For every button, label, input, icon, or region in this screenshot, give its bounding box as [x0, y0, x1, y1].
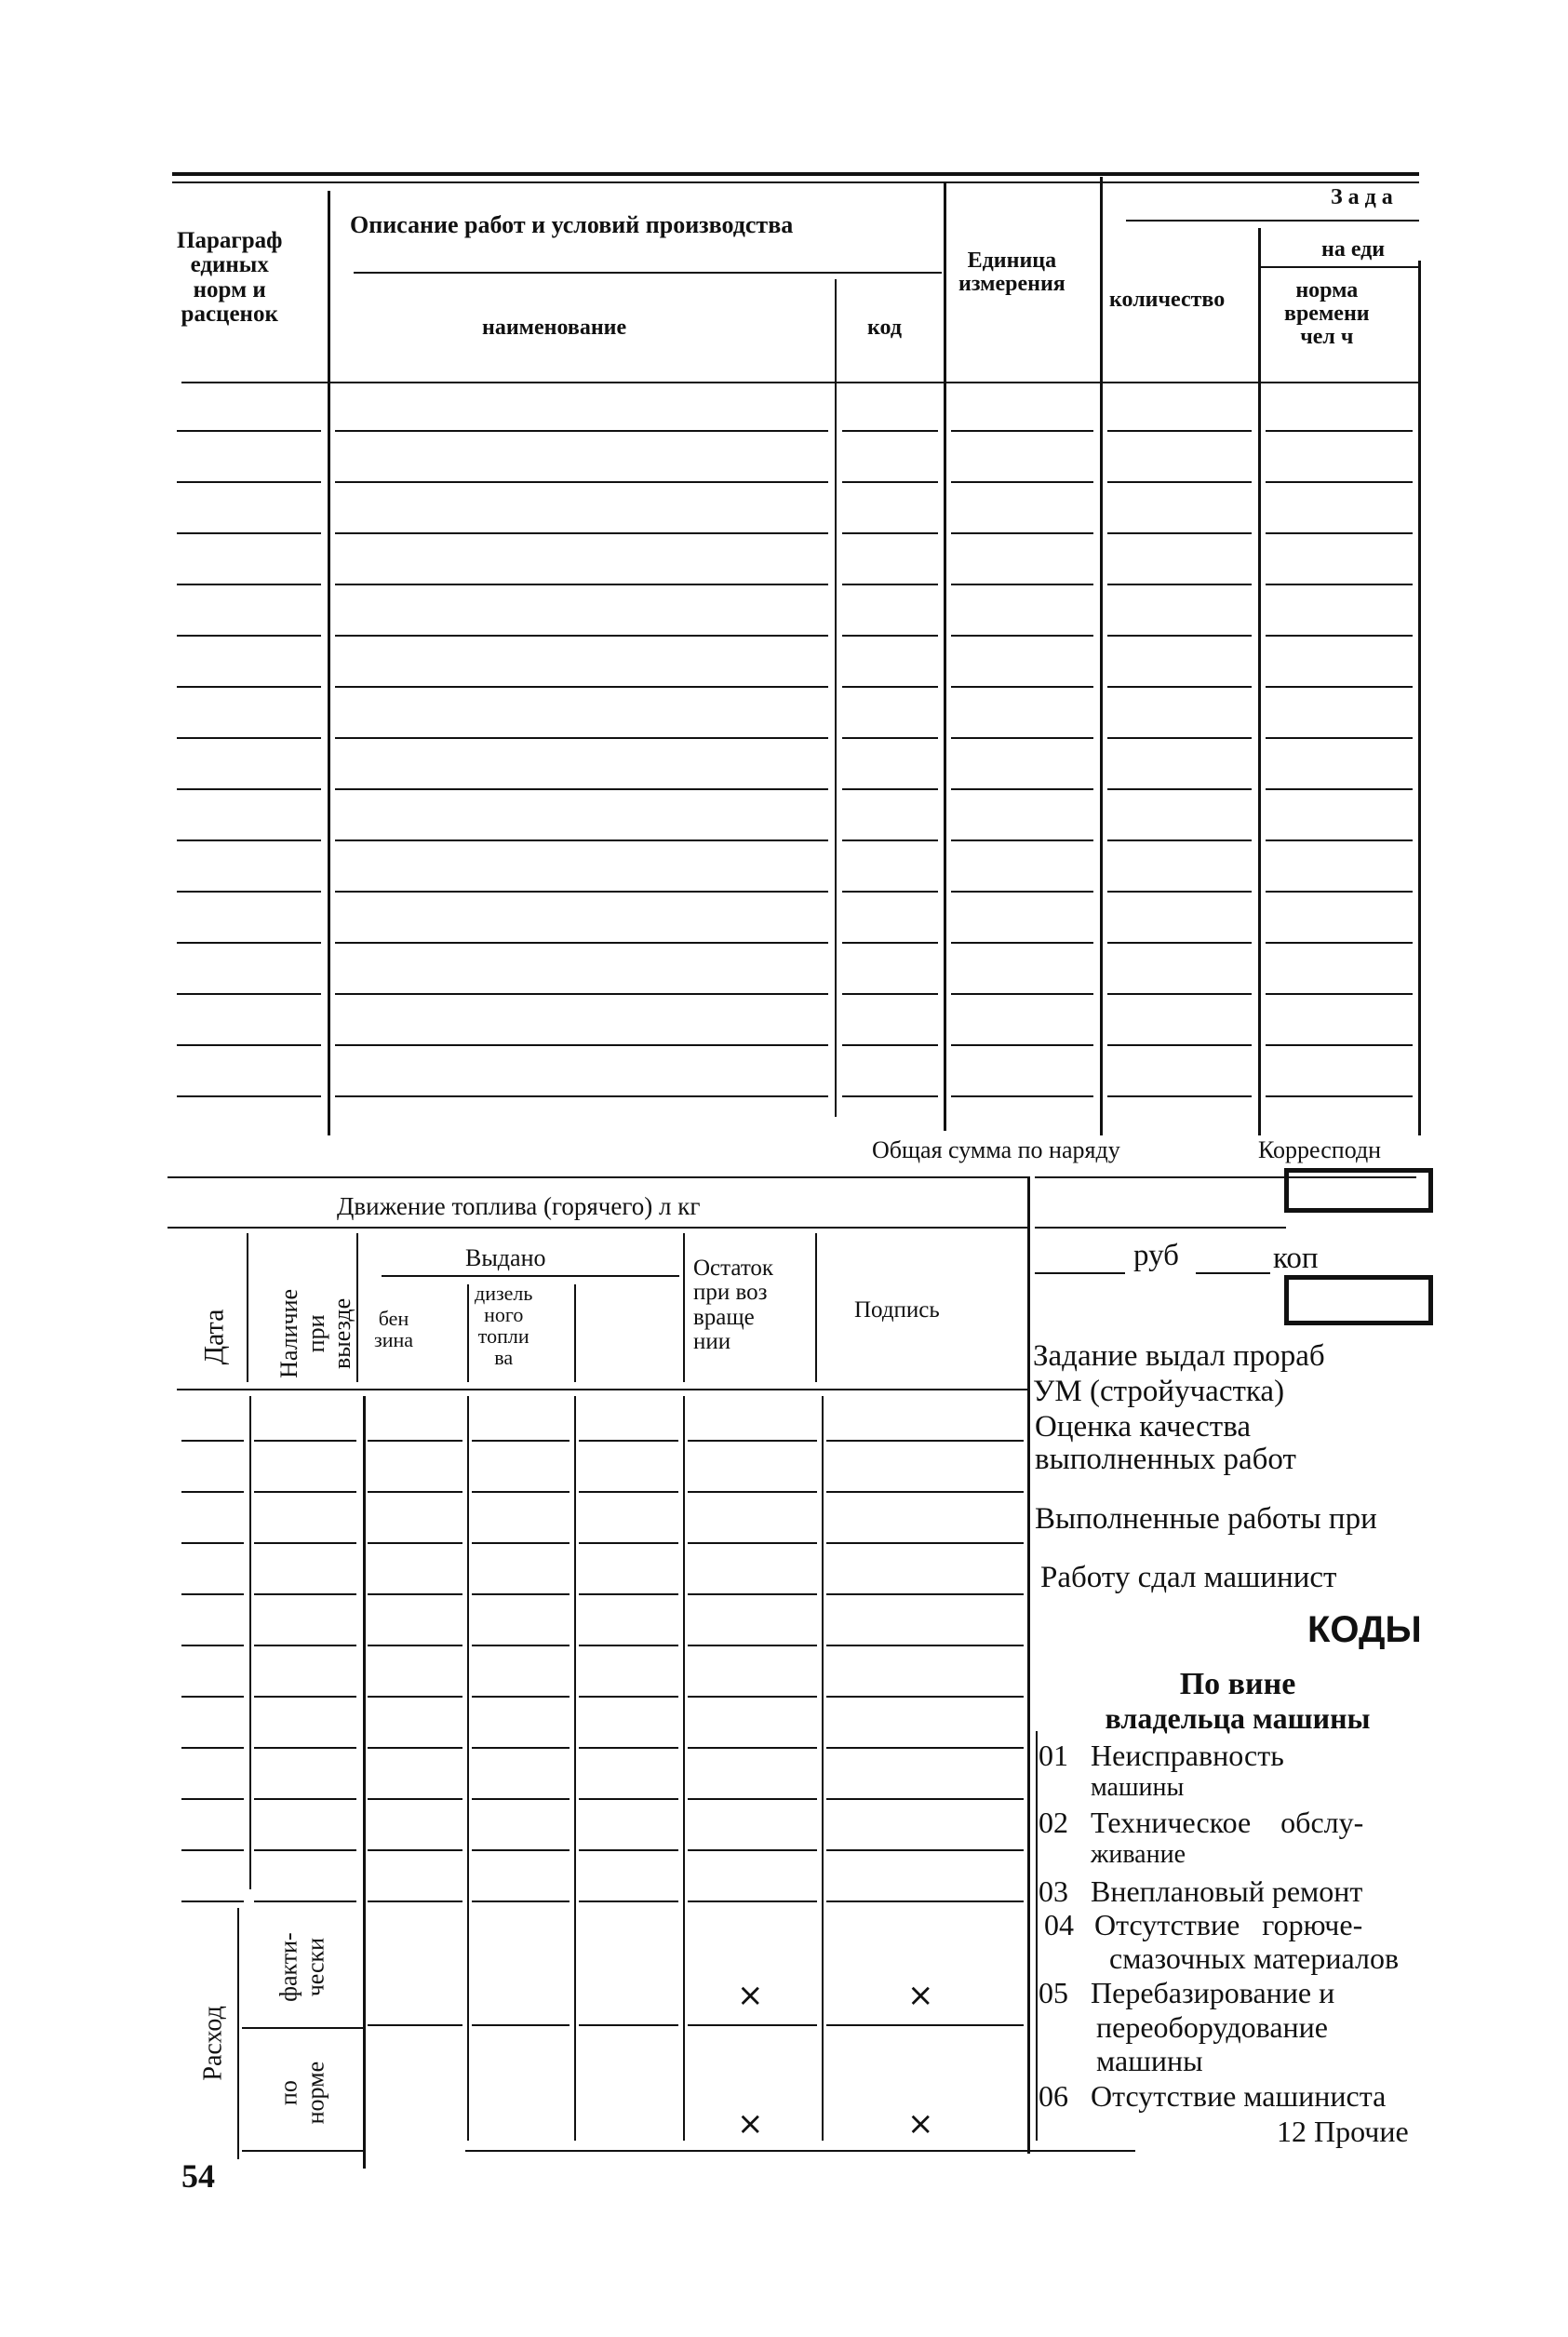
fuel-row-rule — [254, 1798, 356, 1800]
row-rule — [177, 1044, 321, 1046]
row-rule — [1266, 788, 1413, 790]
row-rule — [1107, 584, 1252, 585]
row-rule — [1266, 430, 1413, 432]
code-02-text: Техническое обслу- — [1091, 1806, 1364, 1839]
fuel-row-rule — [579, 1491, 678, 1493]
code-04-num: 04 — [1044, 1908, 1074, 1941]
fuel-row-rule — [826, 1542, 1024, 1544]
row-rule — [951, 891, 1093, 893]
fuel-row-rule — [826, 1798, 1024, 1800]
row-rule — [951, 430, 1093, 432]
col-quantity-header: количество — [1109, 288, 1226, 312]
row-rule — [842, 993, 938, 995]
row-rule — [951, 993, 1093, 995]
fuel-row-rule — [368, 1798, 462, 1800]
fuel-row-rule — [254, 1645, 356, 1646]
fuel-row-rule — [579, 1900, 678, 1902]
row-rule — [1107, 942, 1252, 944]
fuel-row-rule — [181, 1440, 244, 1442]
fuel-row-rule — [826, 1491, 1024, 1493]
row-rule — [1266, 993, 1413, 995]
fuel-row-rule — [579, 1849, 678, 1851]
fuel-row-rule — [826, 1747, 1024, 1749]
quality-label: Оценка качества — [1035, 1410, 1252, 1444]
correspond-box — [1284, 1168, 1433, 1213]
code-03-num: 03 — [1039, 1874, 1068, 1908]
total-label: Общая сумма по наряду — [872, 1136, 1120, 1163]
fuel-row-rule — [254, 1696, 356, 1698]
fuel-row-rule — [826, 1696, 1024, 1698]
row-rule — [1107, 430, 1252, 432]
row-rule — [842, 635, 938, 637]
col-signature-header: Подпись — [854, 1297, 940, 1323]
row-rule — [177, 993, 321, 995]
row-rule — [1266, 891, 1413, 893]
row-rule — [842, 839, 938, 841]
fuel-row-rule — [688, 1542, 817, 1544]
row-rule — [842, 584, 938, 585]
code-05-text-3: машины — [1096, 2044, 1203, 2077]
fuel-row-rule — [826, 1440, 1024, 1442]
fuel-row-rule — [181, 1696, 244, 1698]
col-unit-header: Единица измерения — [958, 248, 1065, 297]
row-rule — [1266, 1095, 1413, 1097]
fuel-row-rule — [368, 1849, 462, 1851]
row-rule — [335, 1095, 828, 1097]
fuel-row-rule — [688, 1849, 817, 1851]
col-name-header: наименование — [482, 316, 627, 340]
fuel-row-rule — [472, 1645, 570, 1646]
row-rule — [335, 1044, 828, 1046]
row-rule — [335, 481, 828, 483]
row-rule — [1266, 839, 1413, 841]
row-rule — [177, 1095, 321, 1097]
row-rule — [842, 737, 938, 739]
fuel-row-rule — [254, 1542, 356, 1544]
row-rule — [1266, 532, 1413, 534]
fuel-row-rule — [181, 1593, 244, 1595]
row-rule — [1266, 584, 1413, 585]
fuel-row-rule — [579, 1440, 678, 1442]
row-rule — [177, 430, 321, 432]
row-rule — [842, 686, 938, 688]
accepted-label: Выполненные работы при — [1035, 1502, 1377, 1536]
row-rule — [951, 584, 1093, 585]
row-rule — [842, 532, 938, 534]
fuel-row-rule — [368, 1747, 462, 1749]
row-rule — [1107, 737, 1252, 739]
col-date-header: Дата — [198, 1309, 230, 1365]
fuel-row-rule — [579, 1542, 678, 1544]
code-02-text-2: живание — [1091, 1840, 1186, 1869]
fuel-row-rule — [472, 1491, 570, 1493]
fuel-row-rule — [181, 1747, 244, 1749]
fuel-row-rule — [368, 1900, 462, 1902]
col-paragraph-header: Параграф единых норм и расценок — [177, 228, 283, 327]
row-rule — [177, 737, 321, 739]
row-rule — [1107, 481, 1252, 483]
fuel-row-rule — [579, 1696, 678, 1698]
row-rule — [335, 839, 828, 841]
fuel-title: Движение топлива (горячего) л кг — [337, 1192, 701, 1220]
fuel-row-rule — [254, 1593, 356, 1595]
code-01-text-2: машины — [1091, 1773, 1185, 1802]
row-rule — [335, 635, 828, 637]
consumption-rule — [472, 2024, 570, 2026]
row-rule — [335, 891, 828, 893]
fuel-row-rule — [826, 1900, 1024, 1902]
row-rule — [177, 891, 321, 893]
kop-box — [1284, 1275, 1433, 1325]
row-rule — [1107, 1044, 1252, 1046]
row-rule — [951, 1095, 1093, 1097]
page-number: 54 — [181, 2157, 215, 2195]
by-norm-label: по норме — [275, 2061, 328, 2125]
col-remainder-header: Остаток при воз враще нии — [693, 1256, 774, 1354]
row-rule — [177, 686, 321, 688]
row-rule — [842, 1095, 938, 1097]
cross-mark: × — [907, 2105, 934, 2142]
actual-label: факти- чески — [275, 1932, 328, 2002]
cross-mark: × — [737, 1977, 764, 2014]
row-rule — [951, 1044, 1093, 1046]
code-05-text-2: переоборудование — [1096, 2010, 1328, 2044]
fuel-row-rule — [472, 1798, 570, 1800]
fuel-row-rule — [826, 1645, 1024, 1646]
row-rule — [951, 481, 1093, 483]
consumption-rule — [368, 2024, 462, 2026]
fuel-row-rule — [368, 1696, 462, 1698]
row-rule — [951, 737, 1093, 739]
row-rule — [1107, 788, 1252, 790]
fuel-row-rule — [472, 1440, 570, 1442]
row-rule — [1266, 481, 1413, 483]
col-diesel-header: дизель ного топли ва — [475, 1282, 533, 1370]
row-rule — [842, 1044, 938, 1046]
col-norm-time-header: норма времени чел ч — [1284, 278, 1370, 350]
fuel-row-rule — [181, 1900, 244, 1902]
row-rule — [335, 788, 828, 790]
row-rule — [951, 532, 1093, 534]
fuel-row-rule — [688, 1798, 817, 1800]
row-rule — [1107, 1095, 1252, 1097]
code-01-text: Неисправность — [1091, 1739, 1284, 1772]
fuel-row-rule — [472, 1849, 570, 1851]
fuel-row-rule — [368, 1440, 462, 1442]
consumption-label: Расход — [198, 2006, 228, 2081]
row-rule — [1266, 635, 1413, 637]
consumption-rule — [579, 2024, 678, 2026]
fuel-row-rule — [688, 1440, 817, 1442]
fuel-row-rule — [181, 1542, 244, 1544]
code-01-num: 01 — [1039, 1739, 1068, 1772]
fuel-row-rule — [254, 1440, 356, 1442]
col-issued-header: Выдано — [465, 1244, 546, 1271]
fuel-row-rule — [579, 1798, 678, 1800]
fuel-row-rule — [181, 1849, 244, 1851]
fuel-row-rule — [368, 1593, 462, 1595]
row-rule — [177, 839, 321, 841]
code-05-num: 05 — [1039, 1976, 1068, 2009]
fuel-row-rule — [688, 1900, 817, 1902]
fuel-row-rule — [254, 1747, 356, 1749]
col-description-header: Описание работ и условий производства — [350, 211, 794, 238]
row-rule — [951, 942, 1093, 944]
row-rule — [951, 635, 1093, 637]
correspond-label: Корресподн — [1258, 1136, 1382, 1163]
fuel-row-rule — [472, 1593, 570, 1595]
code-02-num: 02 — [1039, 1806, 1068, 1839]
row-rule — [335, 532, 828, 534]
row-rule — [1266, 686, 1413, 688]
fuel-row-rule — [472, 1900, 570, 1902]
row-rule — [177, 788, 321, 790]
row-rule — [1107, 993, 1252, 995]
fuel-row-rule — [472, 1542, 570, 1544]
col-per-unit-header: на еди — [1321, 237, 1386, 262]
cross-mark: × — [737, 2105, 764, 2142]
row-rule — [335, 430, 828, 432]
row-rule — [1107, 686, 1252, 688]
row-rule — [842, 942, 938, 944]
row-rule — [1107, 532, 1252, 534]
code-04-text: Отсутствие горюче- — [1094, 1908, 1363, 1941]
consumption-rule — [688, 2024, 817, 2026]
code-12-text: 12 Прочие — [1277, 2115, 1409, 2148]
col-zada-header: З а д а — [1331, 185, 1393, 209]
codes-title: КОДЫ — [1307, 1609, 1422, 1650]
row-rule — [1266, 942, 1413, 944]
fuel-row-rule — [579, 1593, 678, 1595]
row-rule — [335, 942, 828, 944]
fuel-row-rule — [688, 1747, 817, 1749]
um-label: УМ (стройучастка) — [1033, 1375, 1285, 1408]
row-rule — [842, 430, 938, 432]
fuel-row-rule — [688, 1696, 817, 1698]
fuel-row-rule — [688, 1491, 817, 1493]
col-present-header: Наличие при выезде — [275, 1288, 356, 1378]
fuel-row-rule — [688, 1645, 817, 1646]
fuel-row-rule — [579, 1747, 678, 1749]
row-rule — [335, 737, 828, 739]
col-petrol-header: бен зина — [374, 1307, 414, 1352]
row-rule — [1107, 891, 1252, 893]
fault-title: По вине — [1179, 1667, 1296, 1701]
fuel-row-rule — [826, 1849, 1024, 1851]
row-rule — [335, 993, 828, 995]
kop-label: коп — [1273, 1242, 1319, 1275]
row-rule — [177, 481, 321, 483]
row-rule — [842, 788, 938, 790]
row-rule — [1266, 737, 1413, 739]
fuel-row-rule — [826, 1593, 1024, 1595]
fuel-row-rule — [688, 1593, 817, 1595]
fuel-row-rule — [472, 1747, 570, 1749]
fuel-row-rule — [254, 1900, 356, 1902]
code-03-text: Внеплановый ремонт — [1091, 1874, 1363, 1908]
fuel-row-rule — [181, 1798, 244, 1800]
fuel-row-rule — [181, 1491, 244, 1493]
fault-title-2: владельца машины — [1105, 1701, 1371, 1735]
code-05-text: Перебазирование и — [1091, 1976, 1335, 2009]
code-06-text: Отсутствие машиниста — [1091, 2079, 1387, 2113]
row-rule — [842, 481, 938, 483]
fuel-row-rule — [254, 1491, 356, 1493]
row-rule — [842, 891, 938, 893]
row-rule — [1107, 635, 1252, 637]
row-rule — [177, 942, 321, 944]
fuel-row-rule — [368, 1645, 462, 1646]
fuel-row-rule — [368, 1491, 462, 1493]
issued-by-label: Задание выдал прораб — [1033, 1339, 1325, 1373]
code-04-text-2: смазочных материалов — [1109, 1941, 1400, 1975]
quality-label-2: выполненных работ — [1035, 1443, 1296, 1476]
fuel-row-rule — [579, 1645, 678, 1646]
handed-label: Работу сдал машинист — [1040, 1561, 1337, 1594]
col-code-header: код — [867, 316, 902, 340]
fuel-row-rule — [254, 1849, 356, 1851]
row-rule — [177, 532, 321, 534]
row-rule — [177, 635, 321, 637]
fuel-row-rule — [368, 1542, 462, 1544]
row-rule — [335, 584, 828, 585]
row-rule — [951, 686, 1093, 688]
row-rule — [951, 839, 1093, 841]
row-rule — [335, 686, 828, 688]
rub-label: руб — [1133, 1239, 1179, 1272]
row-rule — [951, 788, 1093, 790]
row-rule — [1266, 1044, 1413, 1046]
consumption-rule — [826, 2024, 1024, 2026]
cross-mark: × — [907, 1977, 934, 2014]
code-06-num: 06 — [1039, 2079, 1068, 2113]
fuel-row-rule — [472, 1696, 570, 1698]
row-rule — [177, 584, 321, 585]
fuel-row-rule — [181, 1645, 244, 1646]
row-rule — [1107, 839, 1252, 841]
